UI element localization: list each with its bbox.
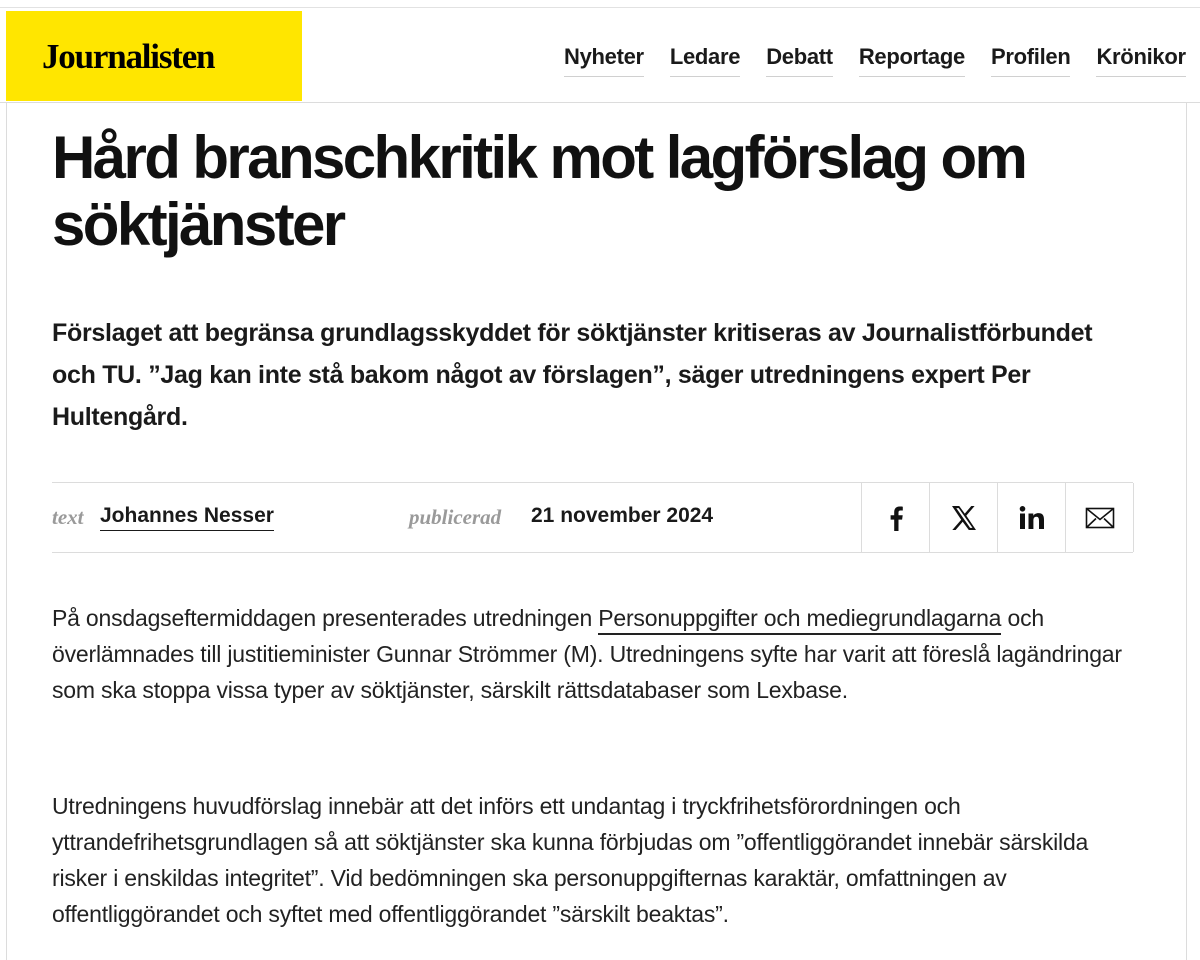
nav-item-reportage[interactable]: Reportage — [859, 44, 965, 77]
published-label: publicerad — [409, 505, 502, 529]
browser-top-edge — [0, 0, 1200, 8]
published-date: 21 november 2024 — [531, 504, 714, 527]
nav-item-nyheter[interactable]: Nyheter — [564, 44, 644, 77]
article-paragraph-1 — [52, 600, 1142, 708]
article-paragraph-2: Utredningens huvudförslag innebär att det införs ett undantag i tryckfrihetsförordningen och yttrandefrihetsgrundlagen så att söktjänster ska kunna förbjudas om ”offentliggörandet innebär särskilda risker i enskildas integritet”. Vid bedömningen ska personuppgifternas karaktär, omfattningen av offentliggörandet och syftet med offentliggörandet ”särskilt beaktas”. — [52, 793, 1089, 927]
facebook-icon — [884, 505, 908, 531]
share-email-button[interactable] — [1065, 483, 1134, 552]
main-nav — [564, 44, 1200, 77]
nav-item-ledare[interactable]: Ledare — [670, 44, 740, 77]
mail-icon — [1085, 507, 1115, 529]
report-link[interactable]: Personuppgifter och mediegrundlagarna — [598, 605, 1001, 635]
nav-item-profilen[interactable]: Profilen — [991, 44, 1071, 77]
content-right-border — [1186, 102, 1187, 960]
x-icon — [950, 505, 978, 531]
site-header — [0, 8, 1200, 103]
logo-text: Journalisten — [42, 37, 215, 76]
nav-item-kronikor[interactable]: Krönikor — [1096, 44, 1185, 77]
paragraph-1-text-end: och överlämnades till justitieminister Gunnar Strömmer (M). Utredningens syfte har varit att föreslå lagändringar som ska stoppa vissa typer av söktjänster, särskilt rättsdatabaser som Lexbase. — [52, 605, 1122, 703]
share-facebook-button[interactable] — [861, 483, 929, 552]
author-label: text — [52, 505, 84, 529]
author-name[interactable] — [100, 504, 274, 528]
share-x-button[interactable] — [929, 483, 997, 552]
author-link[interactable]: Johannes Nesser — [100, 504, 274, 531]
share-linkedin-button[interactable] — [997, 483, 1065, 552]
article-lead: Förslaget att begränsa grundlagsskyddet för söktjänster kritiseras av Journalistförbundet och TU. ”Jag kan inte stå bakom något av förslagen”, säger utredningens expert Per Hultengård. — [52, 319, 1093, 431]
paragraph-1-text-start: På onsdagseftermiddagen presenterades utredningen — [52, 605, 599, 631]
linkedin-icon — [1018, 505, 1046, 531]
site-logo[interactable] — [6, 11, 302, 101]
nav-item-debatt[interactable]: Debatt — [766, 44, 833, 77]
byline-bar — [52, 482, 1133, 553]
article-headline: Hård branschkritik mot lagförslag om söktjänster — [52, 124, 1026, 258]
content-left-border — [6, 102, 7, 960]
